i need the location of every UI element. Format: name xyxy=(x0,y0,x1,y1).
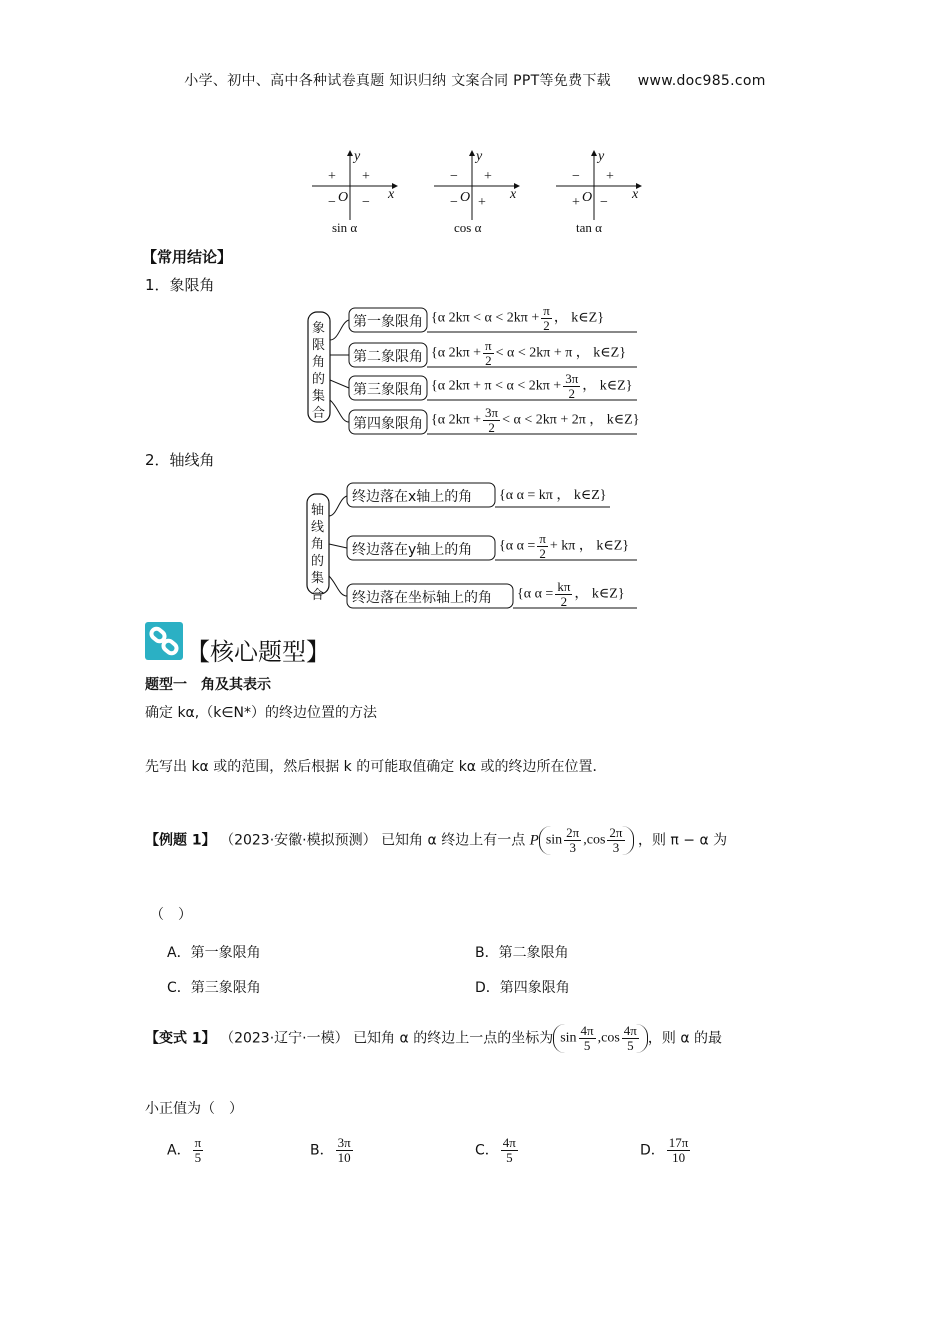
variant-option-b[interactable]: B． $\frac{3\pi}{10}$ xyxy=(310,1135,351,1165)
variant-option-d[interactable]: D． $\frac{17\pi}{10}$ xyxy=(640,1135,689,1165)
item2-title: 2．轴线角 xyxy=(145,451,215,469)
q4-sign: + xyxy=(478,195,486,210)
q2-sign: − xyxy=(572,169,580,184)
q2-sign: − xyxy=(450,169,458,184)
q1-sign: + xyxy=(606,169,614,184)
point-label: P xyxy=(529,832,539,849)
row-formula: {α 2kπ + $\frac{3\pi}{2}$ < α < 2kπ + 2π ， k∈Z} xyxy=(431,405,640,435)
core-title: 【核心题型】 xyxy=(186,638,330,666)
row-name: 第一象限角 xyxy=(353,314,423,330)
origin-label: O xyxy=(338,190,349,205)
q3-sign: + xyxy=(572,195,580,210)
option-d[interactable]: D．第四象限角 xyxy=(475,980,570,996)
q3-sign: − xyxy=(450,195,458,210)
variant1-line2: 小正值为（ ） xyxy=(145,1101,243,1117)
func-label: cos α xyxy=(454,220,482,235)
example1-blank: （ ） xyxy=(150,907,192,923)
variant-source: （2023·辽宁·一模） xyxy=(220,1030,349,1047)
variant-option-a[interactable]: A． $\frac{\pi}{5}$ xyxy=(167,1135,202,1165)
origin-label: O xyxy=(460,190,471,205)
variant-tag: 【变式 1】 xyxy=(145,1030,216,1047)
page-header xyxy=(0,70,950,90)
sign-diagrams xyxy=(300,148,650,238)
row-formula: {α 2kπ + π < α < 2kπ + $\frac{3\pi}{2}$ ， k∈Z} xyxy=(431,371,633,401)
row-name: 终边落在x轴上的角 xyxy=(352,489,473,505)
q4-sign: − xyxy=(362,195,370,210)
func-label: sin α xyxy=(332,220,358,235)
quadrant-set-text xyxy=(305,300,645,440)
q1-sign: + xyxy=(362,169,370,184)
axis-y-label: y xyxy=(476,149,483,164)
origin-label: O xyxy=(582,190,593,205)
item1-title: 1．象限角 xyxy=(145,276,215,294)
axis-x-label: x xyxy=(632,187,639,202)
q1-sign: + xyxy=(484,169,492,184)
axis-y-label: y xyxy=(598,149,605,164)
axis-x-label: x xyxy=(510,187,517,202)
link-icon xyxy=(145,622,183,660)
func-label: tan α xyxy=(576,220,602,235)
method-line: 确定 kα,（k∈N*）的终边位置的方法 xyxy=(145,705,378,721)
option-c[interactable]: C．第三象限角 xyxy=(167,980,261,996)
example-text: 已知角 α 终边上有一点 xyxy=(381,832,526,849)
axis-set-text xyxy=(305,476,645,611)
row-name: 第二象限角 xyxy=(353,349,423,365)
q4-sign: − xyxy=(600,195,608,210)
axis-y-label: y xyxy=(354,149,361,164)
variant1-stem xyxy=(145,1024,722,1053)
option-b[interactable]: B．第二象限角 xyxy=(475,945,569,961)
method-body: 先写出 kα 或的范围，然后根据 k 的可能取值确定 kα 或的终边所在位置． xyxy=(145,759,607,775)
point-coords: sin $\frac{4\pi}{5}$ ,cos $\frac{4\pi}{5}$ xyxy=(553,1024,648,1053)
row-formula: {α α = $\frac{k\pi}{2}$ ， k∈Z} xyxy=(517,579,625,609)
variant-text: 已知角 α 的终边上一点的坐标为 xyxy=(353,1030,554,1047)
point-coords: sin $\frac{2\pi}{3}$ ,cos $\frac{2\pi}{3}$ xyxy=(539,826,634,855)
set-label: 象 限 角 的 集 合 xyxy=(312,320,326,420)
axis-x-label: x xyxy=(388,187,395,202)
header-text: 小学、初中、高中各种试卷真题 知识归纳 文案合同 PPT等免费下载 xyxy=(184,73,611,89)
q3-sign: − xyxy=(328,195,336,210)
variant-tail: ，则 α 的最 xyxy=(647,1030,723,1047)
row-formula: {α α = kπ ， k∈Z} xyxy=(499,488,607,503)
example-source: （2023·安徽·模拟预测） xyxy=(220,832,377,849)
type1-title: 题型一 角及其表示 xyxy=(145,677,271,693)
variant-option-c[interactable]: C． $\frac{4\pi}{5}$ xyxy=(475,1135,516,1165)
q2-sign: + xyxy=(328,169,336,184)
tan-diagram xyxy=(556,149,642,235)
example1-stem xyxy=(145,826,727,855)
row-name: 终边落在y轴上的角 xyxy=(352,542,473,558)
header-site: www.doc985.com xyxy=(637,73,766,89)
row-name: 第四象限角 xyxy=(353,416,423,432)
example-tail: ，则 π − α 为 xyxy=(637,832,728,849)
row-name: 终边落在坐标轴上的角 xyxy=(352,590,492,606)
cos-diagram xyxy=(434,149,520,235)
row-formula: {α 2kπ + $\frac{\pi}{2}$ < α < 2kπ + π ， k∈Z} xyxy=(431,338,626,368)
row-formula: {α α = $\frac{\pi}{2}$ + kπ ， k∈Z} xyxy=(499,531,630,561)
row-name: 第三象限角 xyxy=(353,382,423,398)
conclusion-title: 【常用结论】 xyxy=(142,248,233,266)
sin-diagram xyxy=(312,149,398,235)
example-tag: 【例题 1】 xyxy=(145,832,216,849)
set-label: 轴 线 角 的 集 合 xyxy=(311,503,325,603)
option-a[interactable]: A．第一象限角 xyxy=(167,945,261,961)
row-formula: {α 2kπ < α < 2kπ + $\frac{\pi}{2}$ ， k∈Z} xyxy=(431,303,604,333)
